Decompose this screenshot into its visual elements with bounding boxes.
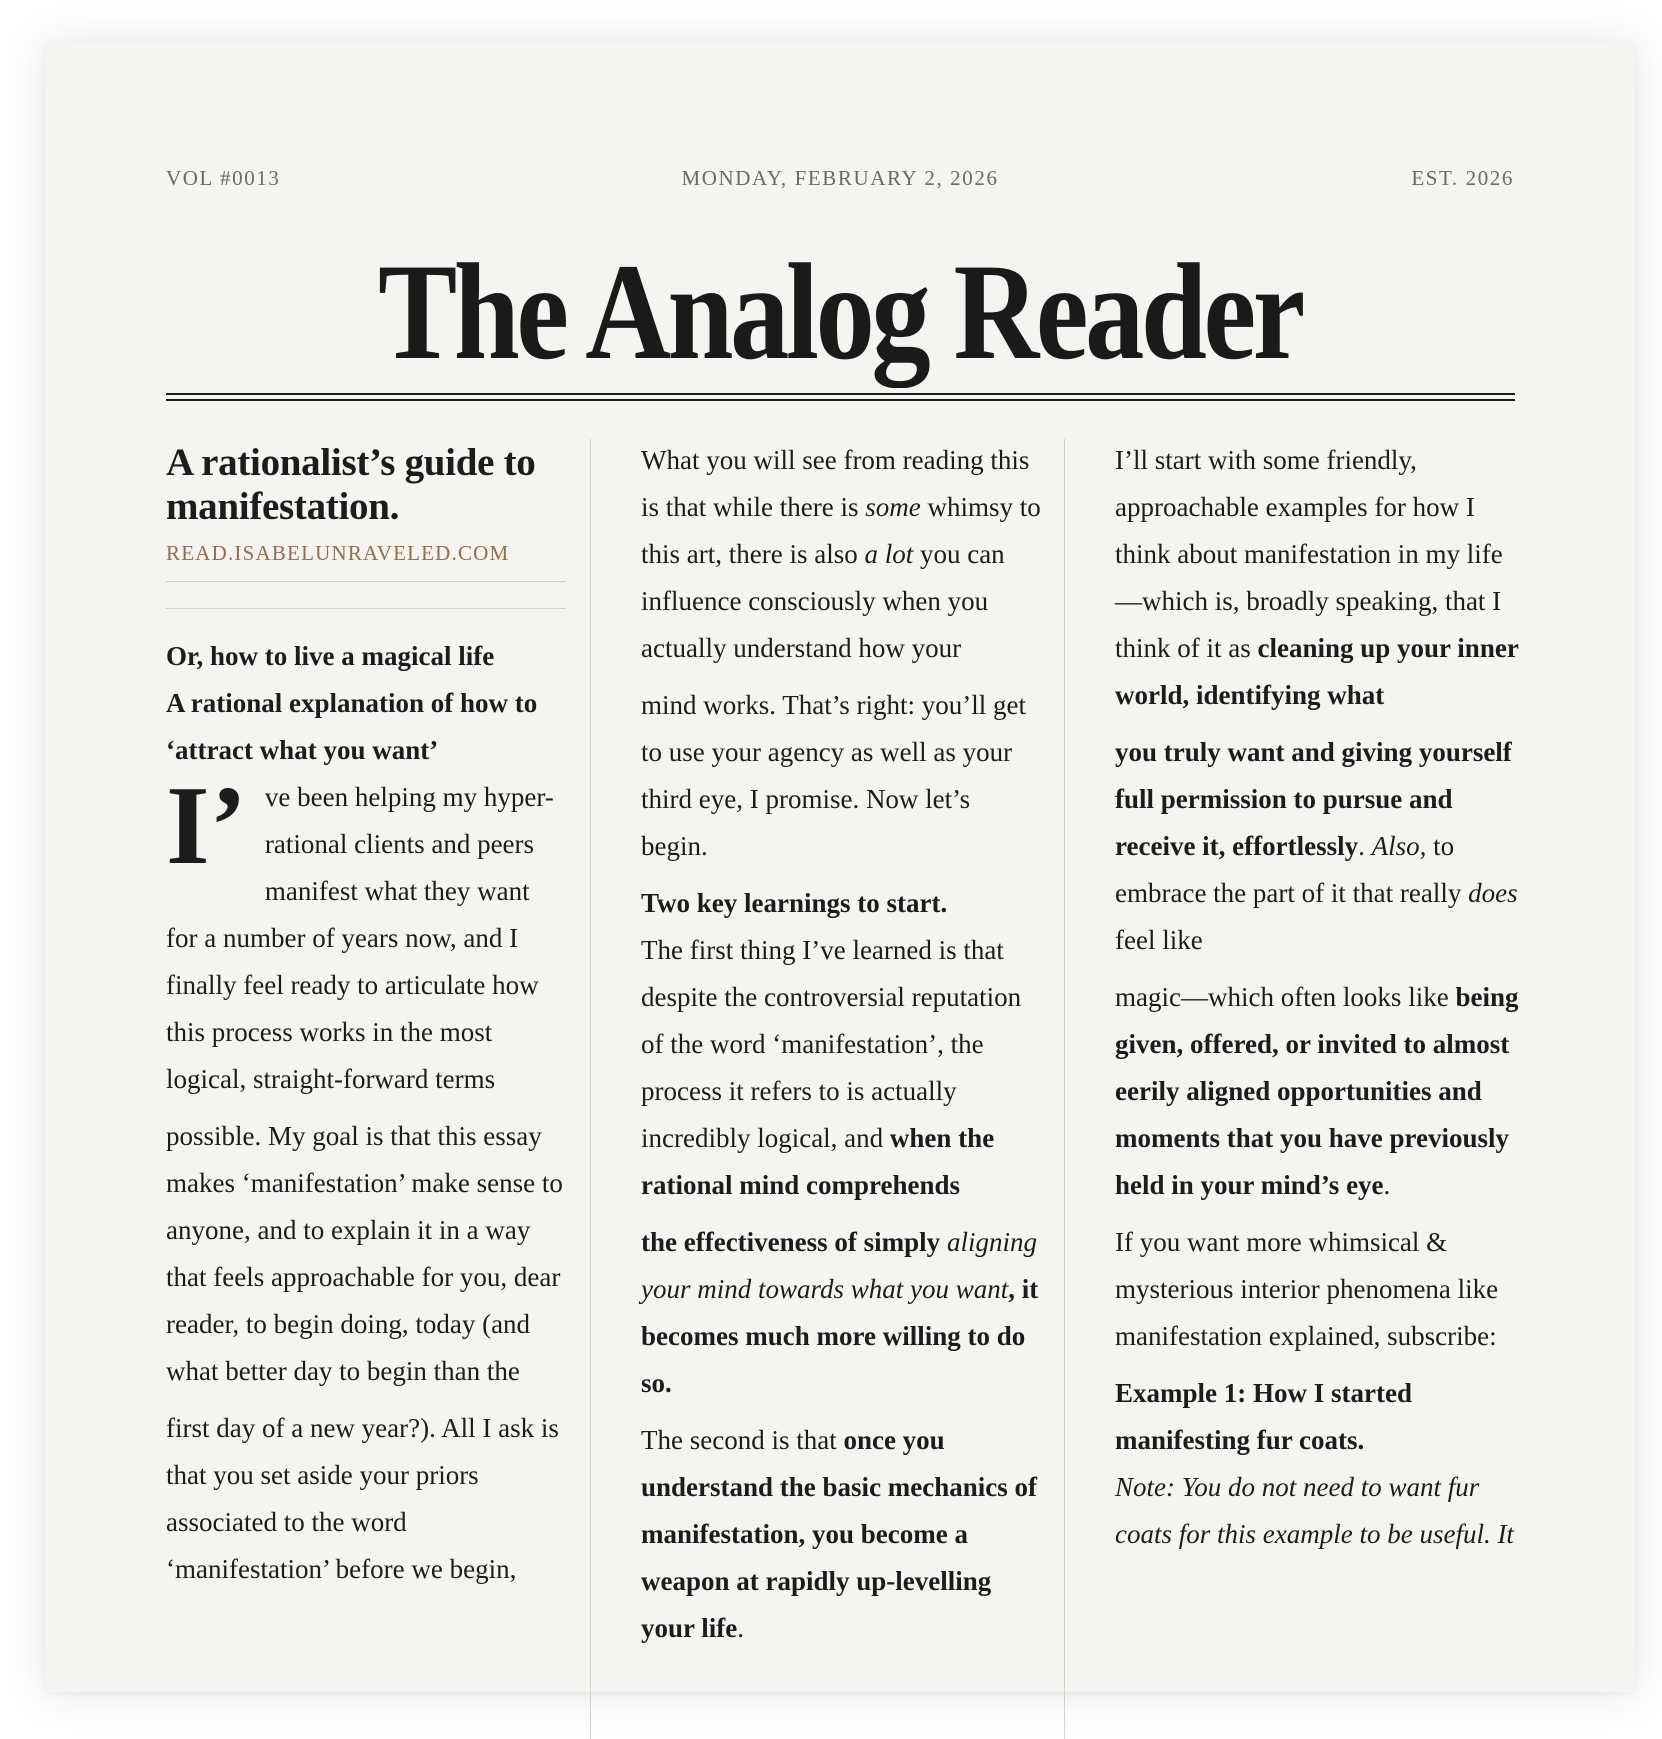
paragraph (641, 437, 1041, 672)
article-title: A rationalist’s guide to manifestation. (166, 441, 536, 528)
issue-date: MONDAY, FEBRUARY 2, 2026 (681, 166, 999, 190)
italic-text: aligning your mind towards what you want (641, 1227, 1037, 1304)
column-1 (166, 437, 566, 1603)
paragraph (1115, 437, 1520, 719)
newspaper-page (45, 42, 1635, 1692)
text-run: . (1383, 1170, 1391, 1200)
divider (166, 608, 566, 609)
column-divider (1064, 439, 1065, 1739)
section-heading: Example 1: How I started manifesting fur coats. (1115, 1378, 1412, 1455)
text-run: whimsy to this art, there is also (641, 492, 1041, 569)
section-heading: Two key learnings to start. (641, 888, 948, 918)
italic-text: a lot (864, 539, 914, 569)
column-3 (1115, 437, 1520, 1558)
volume-number: VOL #0013 (166, 166, 281, 190)
paragraph-text: ve been helping my hyper-rational clients and peers manifest what they want for a number of years now, and I finally feel ready to articulate how this process works in the most logical, straight-forward terms (166, 782, 554, 1094)
drop-cap: I’ (166, 764, 247, 888)
text-run: . (737, 1613, 744, 1643)
text-run: . (1358, 831, 1372, 861)
text-run: The first thing I’ve learned is that despite the controversial reputation of the word ‘manifestation’, the process it refers to is actually incredibly logical, and (641, 935, 1022, 1153)
text-run: feel like (1115, 925, 1203, 955)
italic-text: does (1468, 878, 1518, 908)
paragraph: If you want more whimsical & mysterious interior phenomena like manifestation explained, subscribe: (1115, 1227, 1499, 1351)
bold-text: , it becomes much more willing to do so. (641, 1274, 1039, 1398)
note-text: Note: You do not need to want fur coats for this example to be useful. It (1115, 1472, 1514, 1549)
article-source-link[interactable]: READ.ISABELUNRAVELED.COM (166, 541, 510, 565)
bold-text: once you understand the basic mechanics of manifestation, you become a weapon at rapidly up-levelling your life (641, 1425, 1038, 1643)
italic-text: Also, (1371, 831, 1427, 861)
subheading: Or, how to live a magical life (166, 641, 495, 671)
italic-text: some (865, 492, 921, 522)
paragraph (641, 927, 1041, 1209)
masthead-title: The Analog Reader (378, 235, 1302, 388)
divider (166, 581, 566, 582)
paragraph (641, 1417, 1041, 1652)
bold-text: you truly want and giving yourself full permission to pursue and receive it, effortlessly (1115, 737, 1512, 861)
text-run: What you will see from reading this is that while there is (641, 445, 1030, 522)
text-run: The second is that (641, 1425, 844, 1455)
masthead-rule-bottom (166, 399, 1515, 401)
paragraph (1115, 974, 1520, 1209)
text-run: to embrace the part of it that really (1115, 831, 1469, 908)
bold-text: the effectiveness of simply (641, 1227, 947, 1257)
subheading: A rational explanation of how to ‘attract what you want’ (166, 688, 538, 765)
established-year: EST. 2026 (1411, 166, 1514, 190)
bold-text: being given, offered, or invited to almost eerily aligned opportunities and moments that you have previously held in your mind’s eye (1115, 982, 1519, 1200)
paragraph (1115, 729, 1520, 964)
paragraph: mind works. That’s right: you’ll get to use your agency as well as your third eye, I promise. Now let’s begin. (641, 690, 1026, 861)
column-divider (590, 439, 591, 1739)
paragraph (641, 1219, 1041, 1407)
bold-text: cleaning up your inner world, identifying what (1115, 633, 1519, 710)
column-2 (641, 437, 1041, 1662)
bold-text: when the rational mind comprehends (641, 1123, 995, 1200)
paragraph: first day of a new year?). All I ask is that you set aside your priors associated to the word ‘manifestation’ before we begin, (166, 1413, 559, 1584)
masthead-rule-top (166, 393, 1515, 395)
text-run: you can influence consciously when you actually understand how your (641, 539, 1005, 663)
paragraph: possible. My goal is that this essay makes ‘manifestation’ make sense to anyone, and to explain it in a way that feels approachable for you, dear reader, to begin doing, today (and what better day to begin than the (166, 1121, 563, 1386)
paragraph (166, 764, 566, 1103)
text-run: magic—which often looks like (1115, 982, 1456, 1012)
text-run: I’ll start with some friendly, approachable examples for how I think about manifestation in my life—which is, broadly speaking, that I think of it as (1115, 445, 1503, 663)
